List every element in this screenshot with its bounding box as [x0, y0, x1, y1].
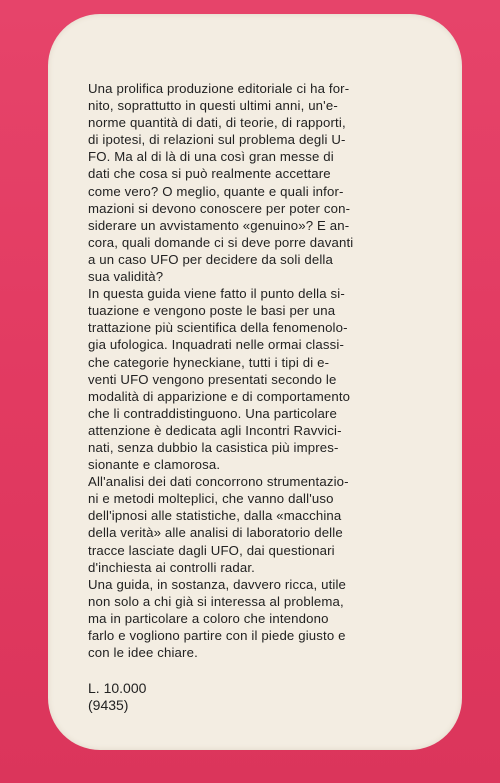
blurb-line: sua validità?	[88, 269, 164, 285]
blurb-line: mazioni si devono conoscere per poter con-	[88, 200, 351, 216]
blurb-line: gia ufologica. Inquadrati nelle ormai classi-	[88, 337, 344, 353]
blurb-line: Una guida, in sostanza, davvero ricca, utile	[88, 576, 347, 592]
blurb-line: ni e metodi molteplici, che vanno dall'uso	[88, 491, 334, 507]
blurb-line: trattazione più scientifica della fenomenolo-	[88, 320, 348, 336]
blurb-line: dati che cosa si può realmente accettare	[88, 166, 331, 182]
blurb-line: venti UFO vengono presentati secondo le	[88, 371, 337, 387]
blurb-line: cora, quali domande ci si deve porre davanti	[88, 234, 354, 250]
blurb-line: ma in particolare a coloro che intendono	[88, 610, 329, 626]
blurb-line: a un caso UFO per decidere da soli della	[88, 251, 333, 267]
blurb-line: nati, senza dubbio la casistica più impres-	[88, 439, 339, 455]
blurb-line: tuazione e vengono poste le basi per una	[88, 303, 336, 319]
blurb-line: FO. Ma al di là di una così gran messe di	[88, 149, 334, 165]
blurb-text	[88, 80, 424, 661]
blurb-line: che categorie hyneckiane, tutti i tipi di e-	[88, 354, 330, 370]
blurb-line: non solo a chi già si interessa al problema,	[88, 593, 344, 609]
blurb-line: In questa guida viene fatto il punto della si-	[88, 286, 345, 302]
blurb-line: dell'ipnosi alle statistiche, dalla «macchina	[88, 508, 342, 524]
blurb-line: come vero? O meglio, quante e quali infor-	[88, 183, 344, 199]
blurb-line: che li contraddistinguono. Una particolare	[88, 405, 337, 421]
blurb-line: sionante e clamorosa.	[88, 457, 221, 473]
blurb-line: della verità» alle analisi di laboratorio delle	[88, 525, 343, 541]
blurb-line: di ipotesi, di relazioni sul problema degli U-	[88, 132, 346, 148]
blurb-line: farlo e vogliono partire con il piede giusto e	[88, 628, 346, 643]
blurb-line: All'analisi dei dati concorrono strumentazio-	[88, 474, 349, 490]
blurb-line: norme quantità di dati, di teorie, di rapporti,	[88, 115, 346, 131]
blurb-line: con le idee chiare.	[88, 645, 198, 661]
blurb-line: tracce lasciate dagli UFO, dai questionari	[88, 542, 335, 558]
blurb-line: siderare un avvistamento «genuino»? E an-	[88, 217, 350, 233]
blurb-line: nito, soprattutto in questi ultimi anni, un'e-	[88, 98, 338, 114]
blurb-line: attenzione è dedicata agli Incontri Ravvici-	[88, 422, 342, 438]
catalog-code: (9435)	[88, 697, 129, 713]
price-label: L. 10.000	[88, 680, 147, 696]
blurb-line: modalità di apparizione e di comportamento	[88, 388, 351, 404]
blurb-line: Una prolifica produzione editoriale ci ha for-	[88, 81, 350, 96]
blurb-line: d'inchiesta ai controlli radar.	[88, 559, 255, 575]
